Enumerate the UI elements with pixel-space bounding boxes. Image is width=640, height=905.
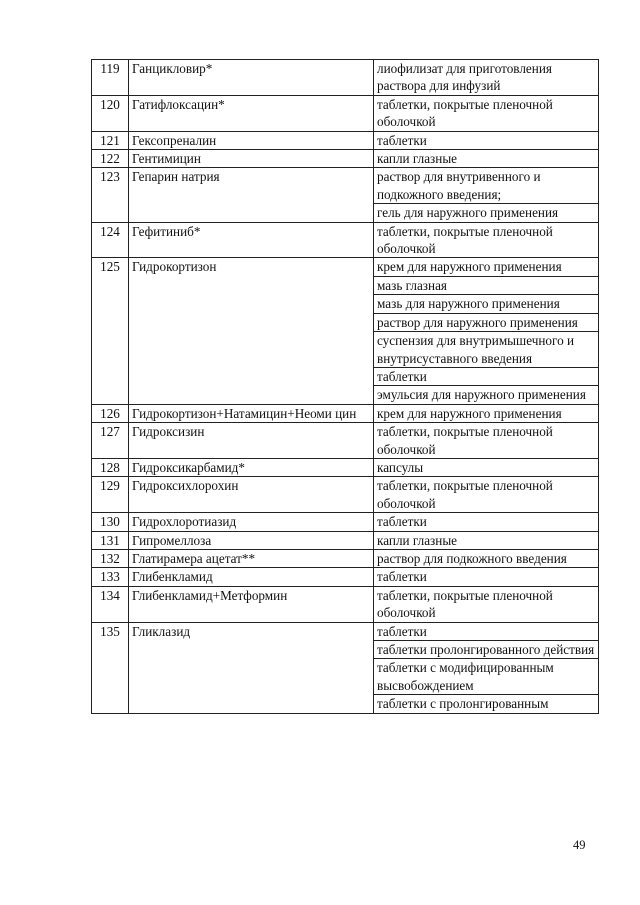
row-number: 128 [92, 458, 129, 476]
table-row [92, 222, 599, 258]
dosage-form: таблетки с модифицированным высвобождением [374, 659, 599, 695]
dosage-form: таблетки, покрытые пленочной оболочкой [374, 423, 599, 459]
drug-table [91, 59, 599, 714]
dosage-form: таблетки, покрытые пленочной оболочкой [374, 95, 599, 131]
row-number: 132 [92, 549, 129, 567]
drug-name: Гидрокортизон+Натамицин+Неоми цин [129, 404, 374, 422]
dosage-form: крем для наружного применения [374, 258, 599, 276]
drug-name: Гликлазид [129, 622, 374, 713]
dosage-form: таблетки с пролонгированным [374, 695, 599, 713]
table-row [92, 150, 599, 168]
row-number: 133 [92, 568, 129, 586]
table-row [92, 477, 599, 513]
row-number: 121 [92, 131, 129, 149]
table-row [92, 168, 599, 204]
drug-name: Гепарин натрия [129, 168, 374, 222]
row-number: 120 [92, 95, 129, 131]
table-row [92, 423, 599, 459]
dosage-form: капли глазные [374, 531, 599, 549]
row-number: 135 [92, 622, 129, 713]
dosage-form: раствор для подкожного введения [374, 549, 599, 567]
row-number: 130 [92, 513, 129, 531]
row-number: 122 [92, 150, 129, 168]
row-number: 134 [92, 586, 129, 622]
table-row [92, 404, 599, 422]
table-row [92, 513, 599, 531]
dosage-form: суспензия для внутримышечного и внутрисуставного введения [374, 332, 599, 368]
dosage-form: раствор для наружного применения [374, 313, 599, 331]
drug-name: Гидроксихлорохин [129, 477, 374, 513]
drug-table-body [92, 60, 599, 714]
dosage-form: таблетки [374, 131, 599, 149]
drug-name: Гидрохлоротиазид [129, 513, 374, 531]
table-row [92, 586, 599, 622]
page-number: 49 [573, 838, 586, 852]
table-row [92, 258, 599, 276]
dosage-form: мазь глазная [374, 276, 599, 294]
drug-name: Гексопреналин [129, 131, 374, 149]
row-number: 126 [92, 404, 129, 422]
table-row [92, 531, 599, 549]
table-row [92, 549, 599, 567]
drug-name: Глатирамера ацетат** [129, 549, 374, 567]
drug-name: Гентимицин [129, 150, 374, 168]
drug-name: Ганцикловир* [129, 60, 374, 96]
row-number: 123 [92, 168, 129, 222]
drug-name: Гидроксикарбамид* [129, 458, 374, 476]
table-row [92, 622, 599, 640]
dosage-form: раствор для внутривенного и подкожного введения; [374, 168, 599, 204]
dosage-form: таблетки [374, 622, 599, 640]
row-number: 131 [92, 531, 129, 549]
dosage-form: лиофилизат для приготовления раствора для инфузий [374, 60, 599, 96]
table-row [92, 60, 599, 96]
row-number: 119 [92, 60, 129, 96]
dosage-form: таблетки пролонгированного действия [374, 641, 599, 659]
drug-name: Глибенкламид [129, 568, 374, 586]
table-row [92, 568, 599, 586]
row-number: 127 [92, 423, 129, 459]
table-row [92, 458, 599, 476]
dosage-form: крем для наружного применения [374, 404, 599, 422]
dosage-form: таблетки [374, 568, 599, 586]
drug-name: Гатифлоксацин* [129, 95, 374, 131]
dosage-form: капсулы [374, 458, 599, 476]
dosage-form: таблетки [374, 513, 599, 531]
dosage-form: таблетки [374, 367, 599, 385]
dosage-form: таблетки, покрытые пленочной оболочкой [374, 477, 599, 513]
dosage-form: таблетки, покрытые пленочной оболочкой [374, 586, 599, 622]
drug-name: Глибенкламид+Метформин [129, 586, 374, 622]
dosage-form: эмульсия для наружного применения [374, 386, 599, 404]
table-row [92, 131, 599, 149]
drug-name: Гидроксизин [129, 423, 374, 459]
dosage-form: мазь для наружного применения [374, 295, 599, 313]
row-number: 125 [92, 258, 129, 404]
row-number: 129 [92, 477, 129, 513]
drug-name: Гидрокортизон [129, 258, 374, 404]
dosage-form: капли глазные [374, 150, 599, 168]
table-row [92, 95, 599, 131]
drug-name: Гефитиниб* [129, 222, 374, 258]
row-number: 124 [92, 222, 129, 258]
dosage-form: таблетки, покрытые пленочной оболочкой [374, 222, 599, 258]
dosage-form: гель для наружного применения [374, 204, 599, 222]
drug-name: Гипромеллоза [129, 531, 374, 549]
